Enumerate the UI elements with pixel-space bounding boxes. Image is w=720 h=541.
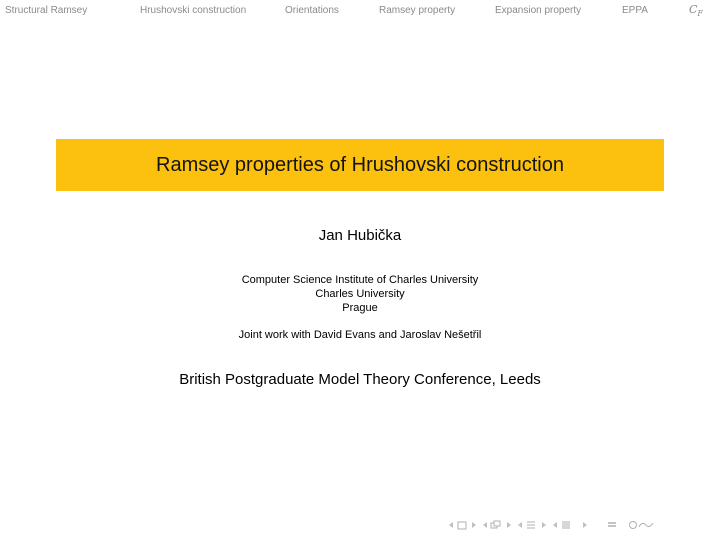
institute-line-1: Computer Science Institute of Charles University: [241, 274, 479, 286]
nav-hrushovski-construction[interactable]: Hrushovski construction: [140, 5, 247, 16]
nav-orientations[interactable]: Orientations: [285, 5, 339, 16]
author-name: Jan Hubička: [318, 227, 402, 244]
search-undo-icon[interactable]: [627, 520, 657, 530]
arrow-left-icon[interactable]: [446, 521, 455, 529]
institute-line-2: Charles University: [315, 288, 405, 300]
cf-sub: F: [697, 9, 703, 19]
nav-expansion-property[interactable]: Expansion property: [495, 5, 582, 16]
arrow-right-icon[interactable]: [468, 521, 480, 529]
section-icon[interactable]: [524, 520, 538, 530]
section-navbar: [0, 0, 720, 22]
arrow-left-icon[interactable]: [550, 521, 559, 529]
arrow-left-icon[interactable]: [480, 521, 489, 529]
arrow-right-icon[interactable]: [503, 521, 515, 529]
arrow-right-icon[interactable]: [573, 521, 597, 529]
institute-line-3: Prague: [342, 302, 378, 314]
arrow-right-icon[interactable]: [538, 521, 550, 529]
slide-title: Ramsey properties of Hrushovski construction: [156, 153, 564, 176]
title-block: [56, 139, 664, 191]
joint-work-line: Joint work with David Evans and Jaroslav Nešetřil: [238, 329, 482, 341]
document-icon[interactable]: [559, 520, 573, 530]
nav-cf[interactable]: [689, 3, 703, 18]
nav-eppa[interactable]: EPPA: [622, 5, 648, 16]
nav-structural-ramsey[interactable]: Structural Ramsey: [5, 5, 88, 16]
align-icon[interactable]: [597, 520, 627, 530]
cf-main: C: [689, 3, 698, 16]
arrow-left-icon[interactable]: [515, 521, 524, 529]
frame-icon[interactable]: [455, 521, 468, 530]
beamer-navigation: [446, 518, 657, 532]
subsection-icon[interactable]: [489, 520, 503, 530]
conference-name: British Postgraduate Model Theory Conference, Leeds: [179, 371, 541, 388]
nav-ramsey-property[interactable]: Ramsey property: [379, 5, 456, 16]
